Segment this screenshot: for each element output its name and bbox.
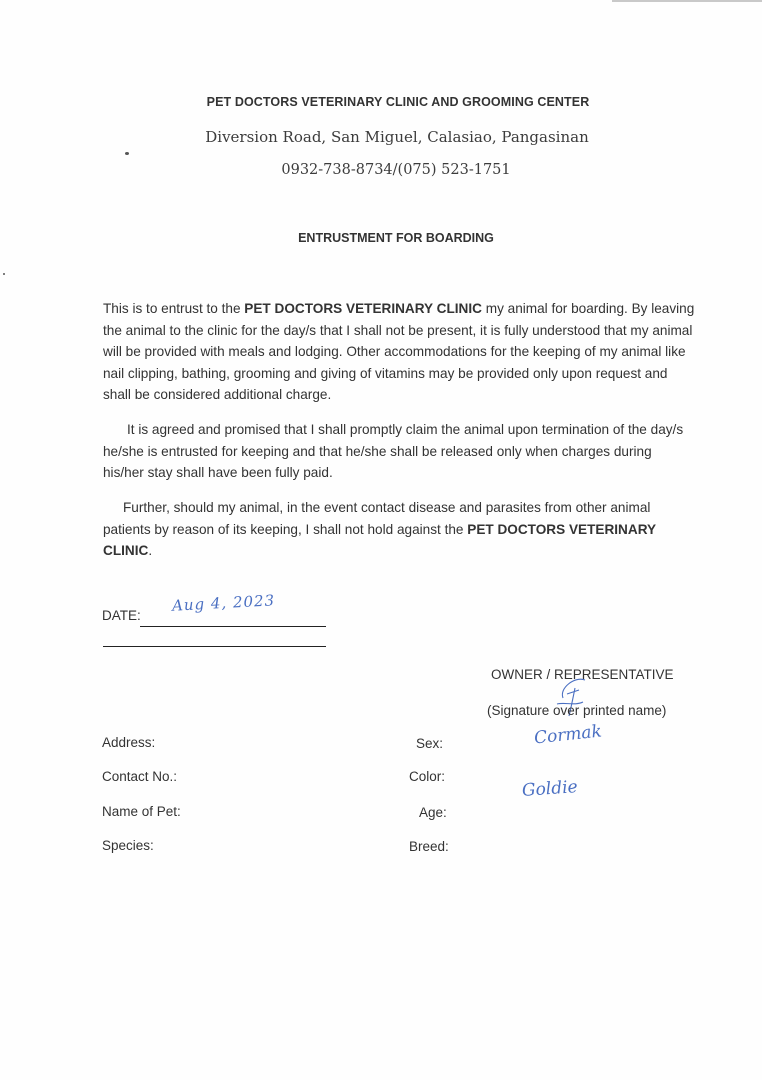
owner-representative-label: OWNER / REPRESENTATIVE — [491, 667, 674, 682]
paragraph-text: Further, should my animal, in the event contact disease and parasites from other animal patients by reason of its keeping, I shall not hold against the — [103, 500, 651, 537]
blank-underline — [103, 646, 326, 647]
date-label: DATE: — [102, 608, 141, 623]
scan-edge — [612, 0, 762, 2]
contact-label: Contact No.: — [102, 769, 178, 784]
handwritten-date: Aug 4, 2023 — [171, 591, 276, 615]
clinic-address: Diversion Road, San Miguel, Calasiao, Pangasinan — [205, 128, 589, 146]
handwritten-color-entry: Goldie — [521, 777, 579, 801]
handwritten-sex-entry: Cormak — [533, 721, 603, 749]
paragraph-liability — [103, 497, 695, 562]
breed-label: Breed: — [409, 839, 449, 854]
sex-label: Sex: — [416, 736, 444, 751]
paragraph-entrust — [103, 298, 695, 406]
paragraph-text: my animal for boarding. By leaving the animal to the clinic for the day/s that I shall not be present, it is fully understood that my animal will be provided with meals and lodging. Other accommodations for the keeping of my animal like nail clipping, bathing, grooming and giving of vitamins may be provided only upon request and shall be considered additional charge. — [103, 301, 695, 402]
species-label: Species: — [102, 838, 154, 853]
paragraph-text: This is to entrust to the — [103, 301, 245, 316]
date-underline — [140, 626, 326, 627]
clinic-name: PET DOCTORS VETERINARY CLINIC AND GROOMING CENTER — [206, 95, 590, 109]
paragraph-agreement: It is agreed and promised that I shall promptly claim the animal upon termination of the day/s he/she is entrusted for keeping and that he/she shall be released only when charges during his/her stay shall have been fully paid. — [103, 422, 684, 480]
clinic-name-bold: PET DOCTORS VETERINARY CLINIC — [244, 301, 482, 316]
pet-name-label: Name of Pet: — [102, 804, 181, 819]
address-label: Address: — [102, 735, 156, 750]
clinic-name-bold: PET DOCTORS VETERINARY CLINIC — [103, 521, 656, 558]
age-label: Age: — [419, 805, 447, 820]
scan-speck — [125, 152, 129, 155]
clinic-phone: 0932-738-8734/(075) 523-1751 — [281, 162, 511, 178]
scan-speck — [3, 273, 5, 275]
color-label: Color: — [409, 769, 446, 784]
document-title: ENTRUSTMENT FOR BOARDING — [298, 231, 494, 245]
signature-note: (Signature over printed name) — [487, 703, 667, 718]
paragraph-text: . — [148, 543, 153, 558]
